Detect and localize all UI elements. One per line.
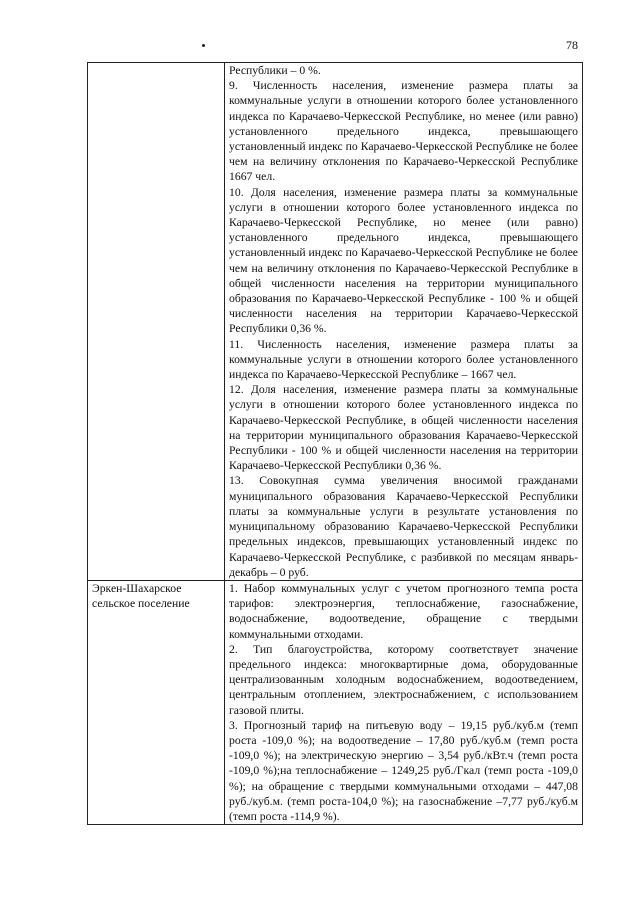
- table-row: [88, 63, 583, 581]
- indicator-paragraph: 11. Численность населения, изменение размера платы за коммунальные услуги в отношении которого более установленного индекса по Карачаево-Черкесской Республике – 1667 чел.: [229, 337, 578, 382]
- indices-table: [87, 62, 583, 825]
- scan-dot: [202, 44, 205, 47]
- indicators-cell: [225, 580, 583, 824]
- indicator-paragraph: 10. Доля населения, изменение размера платы за коммунальные услуги в отношении которого более установленного индекса по Карачаево-Черкесской Республике, но менее (или равно) установленного предельного индекса, превышающего установленный индекс по Карачаево-Черкесской Республике не более чем на величину отклонения по Карачаево-Черкесской Республике в общей численности населения на территории муниципального образования по Карачаево-Черкесской Республике - 100 % и общей численности населения на территории Карачаево-Черкесской Республики 0,36 %.: [229, 185, 578, 336]
- indicator-paragraph: 2. Тип благоустройства, которому соответствует значение предельного индекса: многоквартирные дома, оборудованные централизованным холодным водоснабжением, водоотведением, центральным отоплением, электроснабжением, с использованием газовой плиты.: [229, 642, 578, 717]
- indicator-paragraph: Республики – 0 %.: [229, 64, 321, 77]
- indicators-cell: [225, 63, 583, 581]
- indicator-paragraph: 12. Доля населения, изменение размера платы за коммунальные услуги в отношении которого более установленного индекса по Карачаево-Черкесской Республике, в общей численности населения на территории муниципального образования Карачаево-Черкесской Республики - 100 % и общей численности населения на территории Карачаево-Черкесской Республики 0,36 %.: [229, 383, 578, 473]
- indicator-paragraph: 3. Прогнозный тариф на питьевую воду – 19,15 руб./куб.м (темп роста -109,0 %); на водоотведение – 17,80 руб./куб.м (темп роста -109,0 %); на электрическую энергию – 3,54 руб./кВт.ч (темп роста -109,0 %);на теплоснабжение – 1249,25 руб./Гкал (темп роста -109,0 %); на обращение с твердыми коммунальными отходами – 447,08 руб./куб.м. (темп роста-104,0 %); на газоснабжение –7,77 руб./куб.м (темп роста -114,9 %).: [229, 718, 578, 823]
- indicator-paragraph: 9. Численность населения, изменение размера платы за коммунальные услуги в отношении которого более установленного индекса по Карачаево-Черкесской Республике, но менее (или равно) установленного предельного индекса, превышающего установленный индекс по Карачаево-Черкесской Республике не более чем на величину отклонения по Карачаево-Черкесской Республике 1667 чел.: [229, 79, 578, 184]
- page-number: 78: [566, 38, 578, 52]
- indicator-paragraph: 13. Совокупная сумма увеличения вносимой гражданами муниципального образования Карачаево-Черкесской Республики платы за коммунальные услуги в результате установления по муниципальному образованию Карачаево-Черкесской Республики предельных индексов, превышающих установленный индекс по Карачаево-Черкесской Республике, с разбивкой по месяцам январь-декабрь – 0 руб.: [229, 474, 578, 579]
- table-row: [88, 580, 583, 824]
- municipality-name-cell: [88, 63, 225, 581]
- municipality-name-cell: Эркен-Шахарское сельское поселение: [88, 580, 225, 824]
- indicator-paragraph: 1. Набор коммунальных услуг с учетом прогнозного темпа роста тарифов: электроэнергия, теплоснабжение, газоснабжение, водоснабжение, водоотведение, обращение с твердыми коммунальными отходами.: [229, 581, 578, 641]
